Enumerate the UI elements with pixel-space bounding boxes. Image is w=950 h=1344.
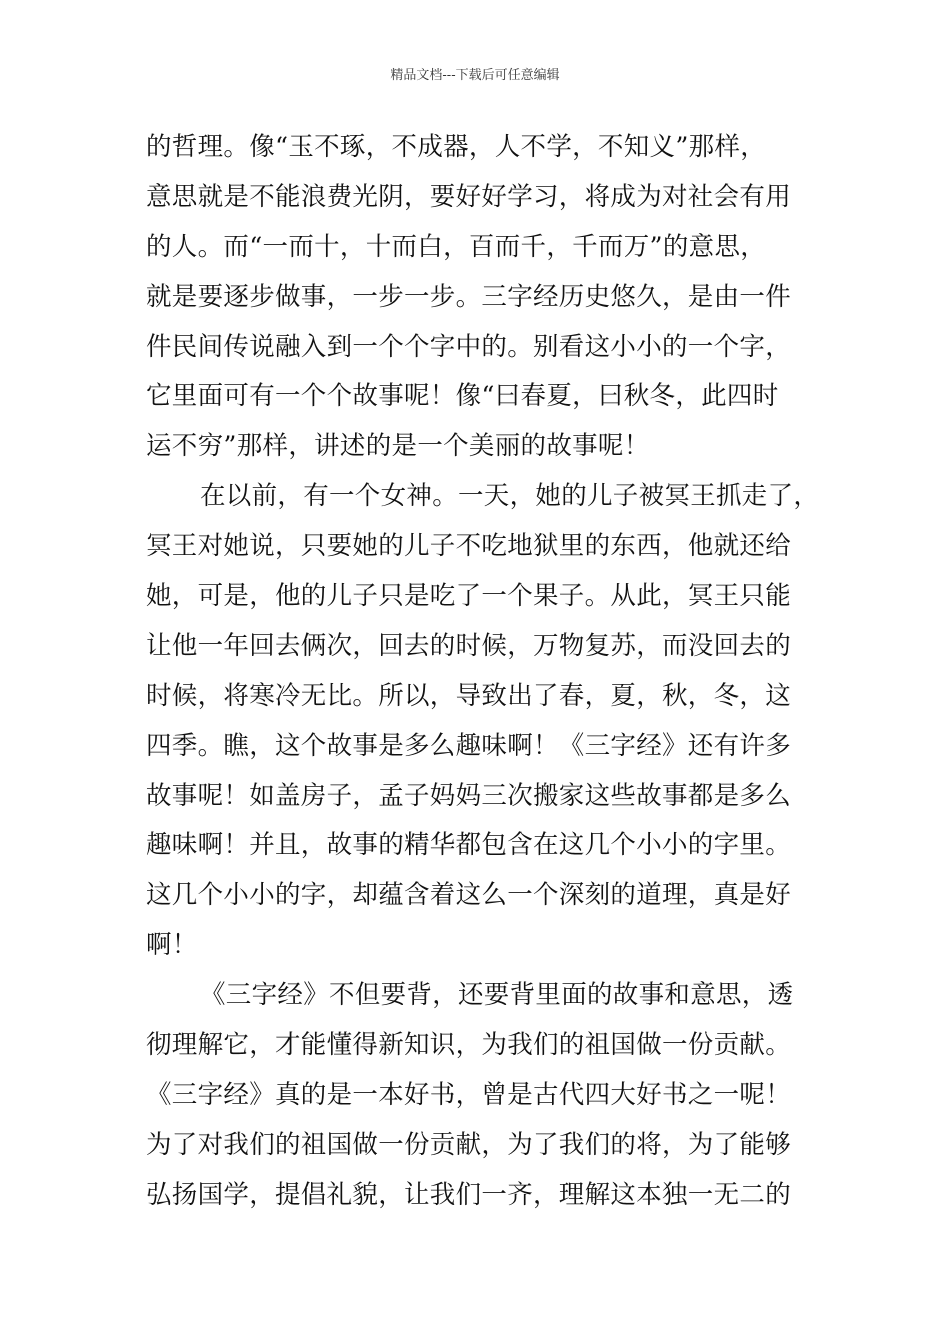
text-line: 为了对我们的祖国做一份贡献，为了我们的将，为了能够 <box>146 1129 792 1160</box>
page-header: 精品文档---下载后可任意编辑 <box>390 68 560 83</box>
text-line: 就是要逐步做事，一步一步。三字经历史悠久，是由一件 <box>146 281 792 312</box>
text-line: 的人。而“一而十，十而白，百而千，千而万”的意思， <box>146 231 767 262</box>
document-body <box>146 123 826 1221</box>
text-line: 趣味啊！并且，故事的精华都包含在这几个小小的字里。 <box>146 830 792 861</box>
text-line: 冥王对她说，只要她的儿子不吃地狱里的东西，他就还给 <box>146 531 792 562</box>
text-line: 在以前，有一个女神。一天，她的儿子被冥王抓走了， <box>200 481 820 512</box>
text-line: 故事呢！如盖房子，孟子妈妈三次搬家这些故事都是多么 <box>146 780 792 811</box>
text-line: 她，可是，他的儿子只是吃了一个果子。从此，冥王只能 <box>146 581 792 612</box>
text-line: 件民间传说融入到一个个字中的。别看这小小的一个字， <box>146 331 792 362</box>
text-line: 弘扬国学，提倡礼貌，让我们一齐，理解这本独一无二的 <box>146 1179 792 1210</box>
text-line: 的哲理。像“玉不琢，不成器，人不学，不知义”那样， <box>146 132 767 162</box>
text-line: 四季。瞧，这个故事是多么趣味啊！《三字经》还有许多 <box>146 730 792 761</box>
text-line: 运不穷”那样，讲述的是一个美丽的故事呢！ <box>146 431 650 462</box>
text-line: 它里面可有一个个故事呢！像“曰春夏，曰秋冬，此四时 <box>146 381 779 412</box>
text-line: 《三字经》不但要背，还要背里面的故事和意思，透 <box>200 980 794 1011</box>
text-line: 意思就是不能浪费光阴，要好好学习，将成为对社会有用 <box>146 181 792 212</box>
text-line: 彻理解它，才能懂得新知识，为我们的祖国做一份贡献。 <box>146 1030 792 1061</box>
text-line: 啊！ <box>146 930 198 961</box>
text-line: 让他一年回去俩次，回去的时候，万物复苏，而没回去的 <box>146 630 792 661</box>
text-line: 时候，将寒冷无比。所以，导致出了春，夏，秋，冬，这 <box>146 680 792 711</box>
text-line: 这几个小小的字，却蕴含着这么一个深刻的道理，真是好 <box>146 880 792 911</box>
text-line: 《三字经》真的是一本好书，曾是古代四大好书之一呢！ <box>146 1079 792 1110</box>
